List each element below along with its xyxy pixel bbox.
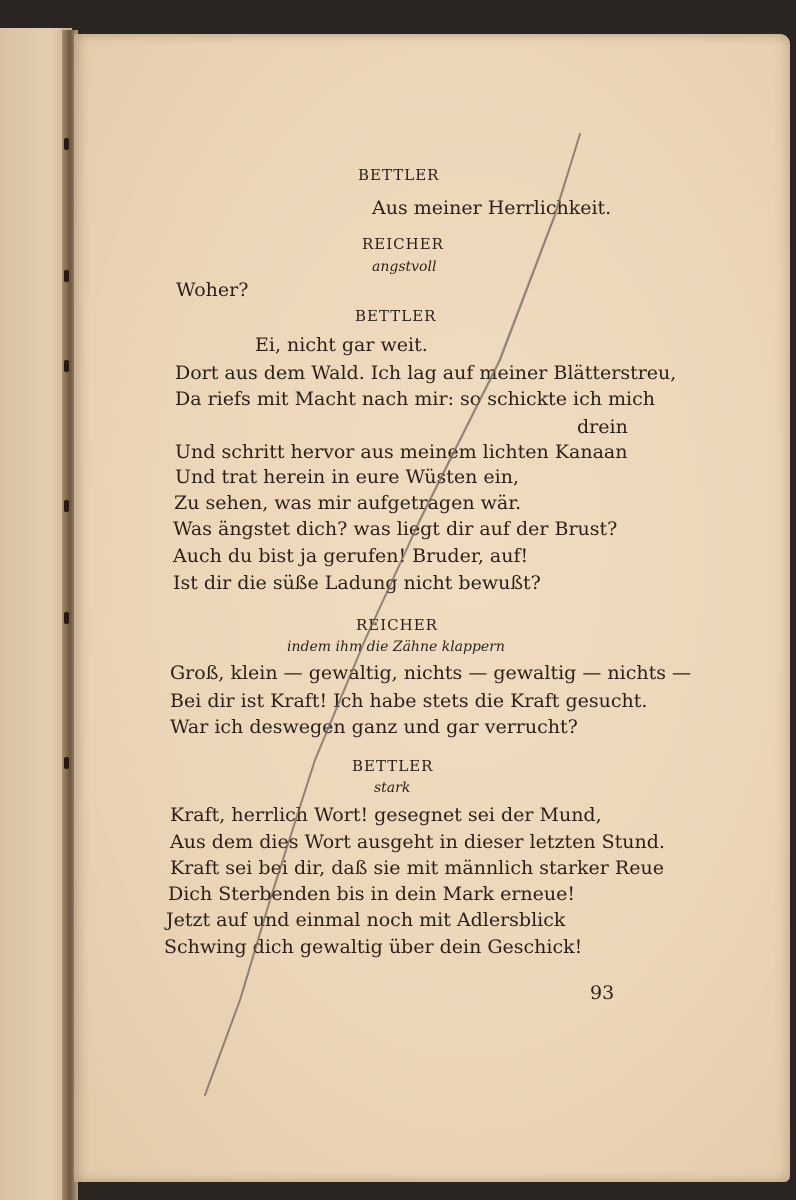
verse-line: Was ängstet dich? was liegt dir auf der Brust? [173,518,618,540]
verse-line: Bei dir ist Kraft! Ich habe stets die Kraft gesucht. [170,690,648,712]
verse-line: Kraft, herrlich Wort! gesegnet sei der Mund, [170,804,602,826]
stage-direction: indem ihm die Zähne klappern [287,639,505,655]
speaker-name: BETTLER [355,307,437,325]
verse-line: Und trat herein in eure Wüsten ein, [175,466,520,488]
verse-line: Da riefs mit Macht nach mir: so schickte ich mich [175,388,656,410]
speaker-name: BETTLER [358,166,440,184]
verse-line: Aus dem dies Wort ausgeht in dieser letzten Stund. [170,831,665,853]
verse-line: Kraft sei bei dir, daß sie mit männlich starker Reue [170,857,664,879]
page-number: 93 [590,982,615,1004]
verse-line: Dort aus dem Wald. Ich lag auf meiner Blätterstreu, [175,362,677,384]
verse-line: Dich Sterbenden bis in dein Mark erneue! [168,883,576,905]
verse-line: Jetzt auf und einmal noch mit Adlersblick [166,909,566,931]
verse-line: Zu sehen, was mir aufgetragen wär. [174,492,522,514]
verse-line: Ist dir die süße Ladung nicht bewußt? [173,572,541,594]
verse-line: Auch du bist ja gerufen! Bruder, auf! [173,545,529,567]
verse-line: Schwing dich gewaltig über dein Geschick! [164,936,583,958]
verse-line: Ei, nicht gar weit. [255,334,428,356]
speaker-name: REICHER [356,616,438,634]
verse-line: Groß, klein — gewaltig, nichts — gewaltig — nichts — [170,662,692,684]
stage-direction: stark [374,780,411,796]
verse-line: Aus meiner Herrlichkeit. [372,197,612,219]
stage-direction: angstvoll [372,259,437,275]
verse-line: War ich deswegen ganz und gar verrucht? [170,716,578,738]
speaker-name: REICHER [362,235,444,253]
verse-line: Und schritt hervor aus meinem lichten Kanaan [175,441,628,463]
verse-line: drein [577,416,628,438]
speaker-name: BETTLER [352,757,434,775]
verse-line: Woher? [176,279,249,301]
